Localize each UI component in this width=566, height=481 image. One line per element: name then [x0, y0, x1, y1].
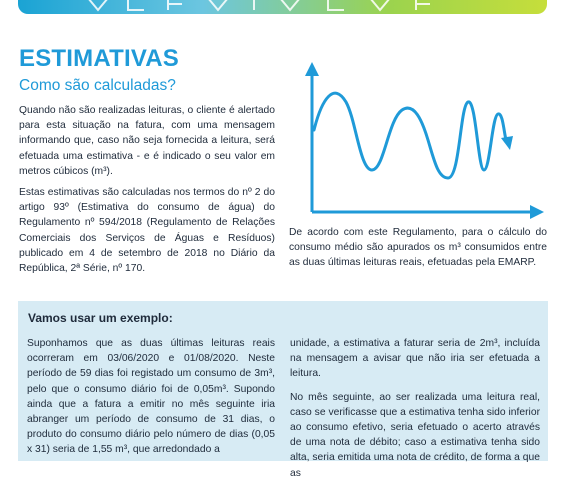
page-title: ESTIMATIVAS: [19, 45, 179, 72]
consumption-wave-illustration: [288, 60, 546, 220]
intro-paragraph: Quando não são realizadas leituras, o cliente é alertado para esta situação na fatura, com uma mensagem informando que, caso não seja fornecida a leitura, será efetuada uma estimativa - e é indicado o seu valor em metros cúbicos (m³).: [19, 105, 275, 177]
banner-lettering-graphic: [18, 0, 547, 14]
top-banner: [18, 0, 547, 14]
example-right-paragraph-1: unidade, a estimativa a faturar seria de 2m³, incluída na mensagem a avisar que não iria ser efetuada a leitura.: [290, 338, 540, 380]
example-left-column: Suponhamos que as duas últimas leituras reais ocorreram em 03/06/2020 e 01/08/2020. Neste período de 59 dias foi registado um consumo de 3m³, pelo que o consumo diário foi de 0,05m³. Supondo ainda que a fatura a emitir no mês seguinte iria abranger um período de consumo de 31 dias, o produto do consumo diário pelo número de dias (0,05 x 31) seria de 1,55 m³, que arredondado a: [27, 338, 275, 456]
regulation-paragraph: Estas estimativas são calculadas nos termos do nº 2 do artigo 93º (Estimativa do consumo de água) do Regulamento nº 594/2018 (Regulamento de Relações Comerciais dos Serviços de Águas e Resíduos) publicado em 4 de setembro de 2018 no Diário da República, 2ª Série, nº 170.: [19, 187, 275, 275]
example-right-paragraph-2: No mês seguinte, ao ser realizada uma leitura real, caso se verificasse que a estimativa tenha sido inferior ao consumo efetivo, seria efetuado o acerto através de uma nota de débito; caso a estimativa tenha sido alta, seria emitida uma nota de crédito, de forma a que as: [290, 391, 540, 479]
average-paragraph: De acordo com este Regulamento, para o cálculo do consumo médio são apurados os m³ consumidos entre as duas últimas leituras reais, efetuadas pela EMARP.: [289, 227, 547, 269]
page-subtitle: Como são calculadas?: [19, 77, 176, 94]
example-heading: Vamos usar um exemplo:: [28, 311, 173, 325]
illustration-wave-curve: [314, 93, 508, 178]
illustration-wave-arrow: [501, 136, 513, 150]
example-right-column: [290, 336, 540, 481]
illustration-y-arrow: [305, 62, 319, 76]
illustration-x-arrow: [530, 205, 544, 219]
